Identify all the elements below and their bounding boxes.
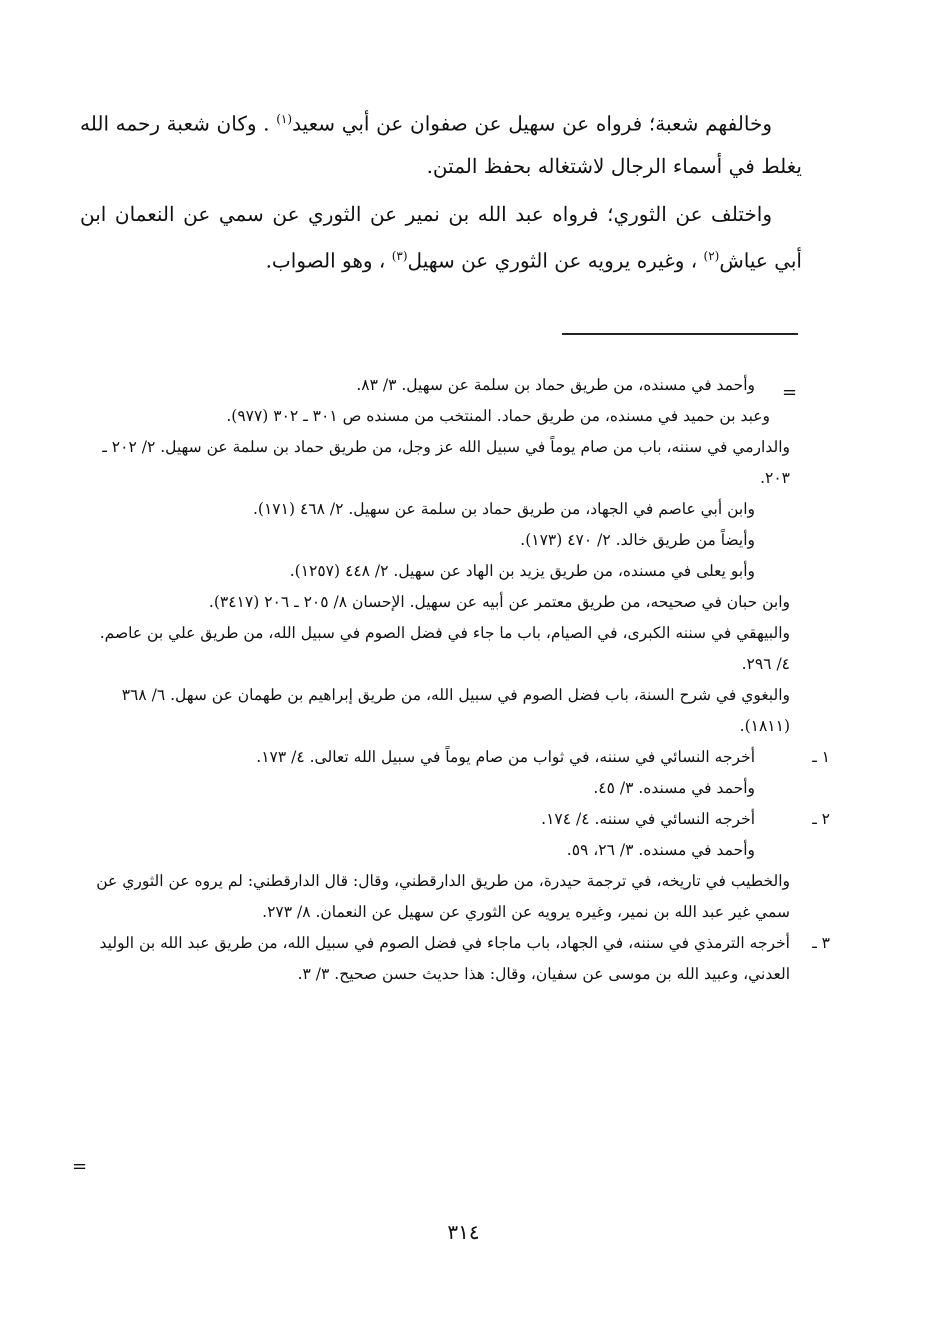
footnote-separator-rule [562, 333, 798, 335]
footnote-line [90, 773, 790, 804]
footnote-line [90, 432, 790, 494]
footnote-text: والخطيب في تاريخه، في ترجمة حيدرة، من طريق الدارقطني، وقال: قال الدارقطني: لم يروه عن الثوري عن سمي غير عبد الله بن نمير، وغيره يرويه عن الثوري عن سهيل عن النعمان. ٨/ ٢٧٣. [96, 872, 790, 921]
footnote-number: ١ ـ [812, 748, 830, 766]
footnote-line [90, 680, 790, 742]
main-paragraph-2 [80, 193, 802, 282]
footnote-line [90, 370, 790, 401]
footnote-text: والبغوي في شرح السنة، باب فضل الصوم في سبيل الله، من طريق إبراهيم بن طهمان عن سهل. ٦/ ٣٦٨ (١٨١١). [121, 686, 790, 735]
footnote-text: والدارمي في سننه، باب من صام يوماً في سبيل الله عز وجل، من طريق حماد بن سلمة عن سهيل. ٢/ ٢٠٢ ـ ٢٠٣. [102, 438, 790, 487]
footnotes-section [90, 370, 830, 990]
footnote-reference-2: (٢) [703, 248, 720, 263]
footnote-text: أخرجه الترمذي في سننه، في الجهاد، باب ماجاء في فضل الصوم في سبيل الله، من طريق عبد الله بن الوليد العدني، وعبيد الله بن موسى عن سفيان، وقال: هذا حديث حسن صحيح. ٣/ ٣. [99, 934, 790, 983]
paragraph-text: ، وغيره يرويه عن الثوري عن سهيل [407, 248, 704, 273]
footnote-text: وعبد بن حميد في مسنده، من طريق حماد. المنتخب من مسنده ص ٣٠١ ـ ٣٠٢ (٩٧٧). [226, 407, 770, 425]
footnote-text: وابن حبان في صحيحه، من طريق معتمر عن أبيه عن سهيل. الإحسان ٨/ ٢٠٥ ـ ٢٠٦ (٣٤١٧). [208, 593, 790, 611]
footnote-line [90, 494, 790, 525]
footnote-line [90, 618, 790, 680]
continuation-mark-bottom: = [72, 1156, 88, 1177]
footnote-line [90, 556, 790, 587]
footnote-text: وأحمد في مسنده. ٣/ ٢٦، ٥٩. [566, 841, 755, 859]
main-paragraph-1 [80, 98, 802, 187]
footnote-line [90, 525, 790, 556]
footnote-line [90, 866, 790, 928]
footnote-reference-1: (١) [276, 112, 293, 126]
paragraph-text: . وكان شعبة رحمه الله يغلط في أسماء الرجال لاشتغاله بحفظ المتن. [80, 111, 802, 178]
footnote-text: أخرجه النسائي في سننه، في ثواب من صام يوماً في سبيل الله تعالى. ٤/ ١٧٣. [256, 748, 755, 766]
page-number: ٣١٤ [447, 1220, 480, 1244]
footnote-reference-3: (٣) [391, 248, 408, 263]
footnote-number: ٢ ـ [812, 810, 830, 828]
footnote-text: وأحمد في مسنده. ٣/ ٤٥. [593, 779, 755, 797]
footnote-text: وأيضاً من طريق خالد. ٢/ ٤٧٠ (١٧٣). [520, 531, 755, 549]
footnote-3 [90, 928, 830, 990]
footnote-text: والبيهقي في سننه الكبرى، في الصيام، باب ما جاء في فضل الصوم في سبيل الله، من طريق علي بن عاصم. ٤/ ٢٩٦. [99, 624, 790, 673]
footnote-1 [90, 742, 830, 773]
footnote-text: وابن أبي عاصم في الجهاد، من طريق حماد بن سلمة عن سهيل. ٢/ ٤٦٨ (١٧١). [253, 500, 755, 518]
paragraph-text: ، وهو الصواب. [265, 248, 392, 273]
footnote-line [90, 401, 790, 432]
footnote-2 [90, 804, 830, 835]
continuation-mark-top: = [782, 382, 798, 403]
main-body-text [80, 98, 802, 287]
footnote-text: أخرجه النسائي في سننه. ٤/ ١٧٤. [541, 810, 755, 828]
paragraph-text: وخالفهم شعبة؛ فرواه عن سهيل عن صفوان عن أبي سعيد [292, 111, 772, 136]
footnote-number: ٣ ـ [812, 934, 830, 952]
footnote-line [90, 587, 790, 618]
paragraph-text: واختلف عن الثوري؛ فرواه عبد الله بن نمير عن الثوري عن سمي عن النعمان ابن أبي عياش [80, 201, 802, 273]
footnote-line [90, 835, 790, 866]
footnote-text: وأحمد في مسنده، من طريق حماد بن سلمة عن سهيل. ٣/ ٨٣. [356, 376, 755, 394]
footnote-text: وأبو يعلى في مسنده، من طريق يزيد بن الهاد عن سهيل. ٢/ ٤٤٨ (١٢٥٧). [289, 562, 755, 580]
